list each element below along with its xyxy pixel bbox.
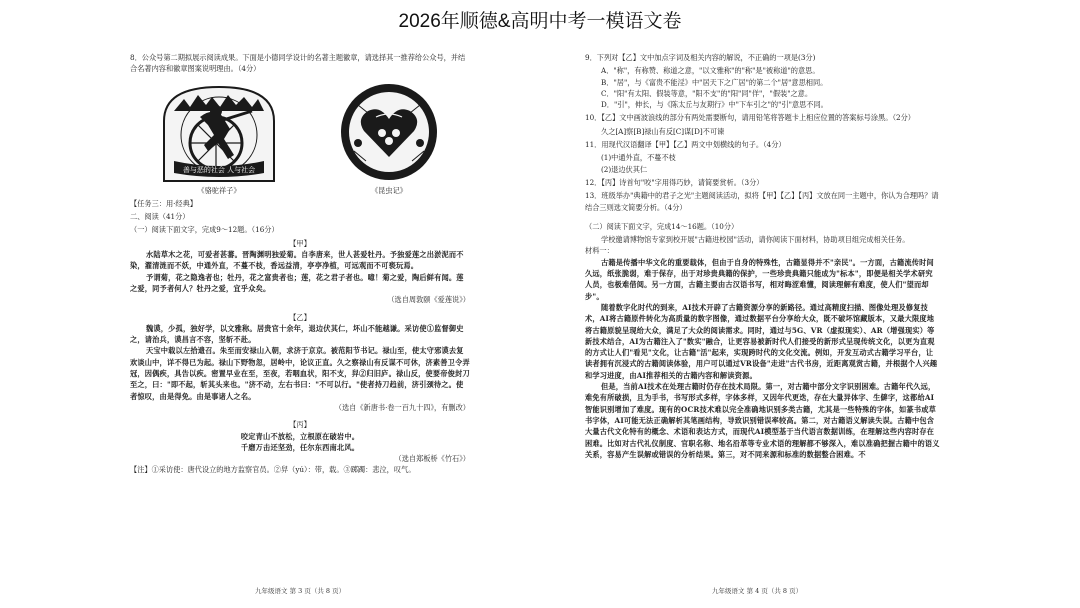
material-1-p1: 古籍是传播中华文化的重要载体，但由于自身的特殊性，古籍显得并不"亲民"。一方面，古籍流传时间久远，纸张脆弱，难于保存，出于对珍贵典籍的保护，一些珍贵典籍只能成为"标本"，即便是相关学术研究人员，也极难借阅。另一方面，古籍主要由古汉语书写，相对晦涩难懂，阅读理解有难度，使人们"望而却步"。 xyxy=(585,257,934,301)
badge2-caption: 《昆虫记》 xyxy=(371,185,407,195)
badge1-caption: 《骆驼祥子》 xyxy=(197,185,241,195)
insect-heart-badge-icon xyxy=(338,81,440,183)
page-title: 2026年顺德&高明中考一模语文卷 xyxy=(398,11,682,32)
question-9-option-c: C．"阳"有太阳、假装等意，"阳不支"的"阳"同"佯"，"假装"之意。 xyxy=(601,88,813,98)
question-8: 8．公众号第二期拟展示阅读成果。下面是小德同学设计的名著主题徽章，请选择其一推荐给公众号，并结合名著内容和徽章图案说明理由。（4分） xyxy=(130,53,466,74)
question-9-option-d: D．"引"，伸长，与《陈太丘与友期行》中"下车引之"的"引"意思不同。 xyxy=(601,100,828,110)
material-1-p2: 随着数字化时代的到来，AI技术开辟了古籍资源分享的新路径。通过高精度扫描、图像处理及修复技术，AI将古籍原件转化为高质量的数字图像，通过数据平台分享给大众，既不破坏馆藏版本，又最大限度地将古籍原貌呈现给大众，满足了大众的阅读需求。同时，通过与5G、VR（虚拟现实）、AR（增强现实）等新技术结合，AI为古籍注入了"数实"融合，让更容易被新时代人们接受的新形式呈现传统文化，以更为直观的方式让人们"看见"文化，让古籍"活"起来，实现跨时代的文化交流。例如，开发互动式古籍学习平台，让读者拥有沉浸式的古籍阅读体验，用户可以通过VR设备"走进"古代书房，近距离观赏古籍，并根据个人兴趣和学习进度，由AI推荐相关的古籍内容和解读资源。 xyxy=(585,302,938,380)
section-2b-heading: （二）阅读下面文字，完成14～16题。（10分） xyxy=(585,221,739,231)
passage-bing-source: （选自郑板桥《竹石》） xyxy=(394,454,470,464)
left-page-footer: 九年级语文 第 3 页（共 8 页） xyxy=(255,587,346,595)
question-9-option-a: A．"称"，有称赞、称道之意，"以文雅称"的"称"是"被称道"的意思。 xyxy=(601,66,820,76)
intro-paragraph: 学校邀请博物馆专家到校开展"古籍进校园"活动，请你阅读下面材料，协助项目组完成相关任务。 xyxy=(601,235,910,245)
section-2-heading: 二、阅读（41分） xyxy=(130,212,190,222)
badge-insect-records xyxy=(338,81,440,196)
passage-bing-label: 【丙】 xyxy=(289,420,311,430)
question-13: 13．班级举办"典籍中的君子之光"主题阅读活动，拟将【甲】【乙】【丙】文放在同一主题中，你认为合理吗？请结合三则选文简要分析。（4分） xyxy=(585,191,939,212)
passage-yi-label: 【乙】 xyxy=(289,312,311,322)
passage-yi-source: （选自《新唐书·卷一百九十四》，有删改） xyxy=(334,402,470,412)
passage-yi-p2: 天宝中载以左拾遗召。朱至而安禄山入朝，求济于京京。被范阳节书记。禄山至，使太守邪谟去复欢谈山中，详不得已为起。禄山下野物忽，居岭中，论议正直。久之察禄山有反谋不可休，济素善卫令弄冠，因偶疾，具告以疾。密置早业在至，至夜，若咽血状，阳不支，舁②归旧庐。禄山反，使要帝俊封刀至之，曰："即不起，斩其头来也。"济不动，左右书曰："不可以行。"使者持刀趋前，济引颈待之。使者惊叹，由是得免。由是事诸人之名。 xyxy=(130,346,470,401)
badge-camel-xiangzi xyxy=(160,81,278,196)
right-page-footer: 九年级语文 第 4 页（共 8 页） xyxy=(712,587,803,595)
question-10-sentence: 久之[A]察[B]禄山有反[C]谋[D]不可谏 xyxy=(601,126,725,136)
question-9-option-b: B．"居"，与《富贵不能淫》中"居天下之广居"的第二个"居"意思相同。 xyxy=(601,77,828,87)
rickshaw-puller-badge-icon xyxy=(160,81,278,183)
question-11: 11．用现代汉语翻译【甲】【乙】两文中划横线的句子。（4分） xyxy=(585,140,786,150)
passage-jia-p1: 水陆草木之花，可爱者甚蕃。晋陶渊明独爱菊。自李唐来，世人甚爱牡丹。予独爱莲之出淤泥而不染，濯清涟而不妖，中通外直，不蔓不枝，香远益清，亭亭净植，可远观而不可亵玩焉。 xyxy=(130,250,464,271)
task-3: 【任务三：用·经典】 xyxy=(130,198,197,208)
material-1-label: 材料一： xyxy=(585,246,614,256)
question-11-item-1: (1)中通外直，不蔓不枝 xyxy=(601,153,676,163)
left-page xyxy=(130,52,470,478)
right-page xyxy=(585,52,940,460)
question-10: 10．【乙】文中画波浪线的部分有两处需要断句，请用铅笔将答题卡上相应位置的答案标号涂黑。（2分） xyxy=(585,113,915,123)
badge-row xyxy=(130,81,470,196)
annotation-note: 【注】①采访使：唐代设立的地方监察官员。②舁（yú）：带，载。③踯躅：悲泣，叹气。 xyxy=(130,465,416,475)
passage-jia-p2: 予谓菊，花之隐逸者也；牡丹，花之富贵者也；莲，花之君子者也。噫！菊之爱，陶后鲜有闻。莲之爱，同予者何人？牡丹之爱，宜乎众矣。 xyxy=(130,272,464,293)
passage-jia-label: 【甲】 xyxy=(289,238,311,248)
poem-line-2: 千磨万击还坚劲，任尔东西南北风。 xyxy=(240,442,360,452)
passage-jia-source: （选自周敦颐《爱莲说》） xyxy=(387,295,470,305)
section-2a-heading: （一）阅读下面文字，完成9～12题。（16分） xyxy=(130,225,279,235)
badge-banner-text: 善与恶的社会 人与社会 xyxy=(182,165,256,174)
poem-line-1: 咬定青山不放松，立根原在破岩中。 xyxy=(240,431,360,441)
question-9: 9．下列对【乙】文中加点字词及相关内容的解说，不正确的一项是(3分) xyxy=(585,53,816,62)
question-11-item-2: (2)退边伏其仁 xyxy=(601,164,648,174)
passage-yi-p1: 魏谟，少孤，独好学，以文雅称。居贵官十余年，退边伏其仁，坏山不能越谦。采访使①监督御史之，请治兵，谟昌言不容，坚斩不赴。 xyxy=(130,323,464,345)
material-1-p3: 但是，当前AI技术在处理古籍时仍存在技术局限。第一，对古籍中部分文字识别困难。古籍年代久远，难免有所破损，且为手书，书写形式多样，字体多样，又因年代更迭，存在大量异体字、生僻字，这都给AI智能识别增加了难度。现有的OCR技术难以完全准确地识别多类古籍，尤其是一些特殊的字体，如篆书或草书字体，AI可能无法正确解析其笔画结构，导致识别错误率较高。第二，对古籍语义解读失误。古籍中包含大量古代文化特有的概念、术语和表达方式，而现代AI模型基于当代语言数据训练，在理解这些内容时存在困难。比如对古代礼仪制度、官职名称、地名沿革等专业术语的理解都不够深入，难以准确把握古籍中的语义关系，容易产生误解或错误的分析结果。第三，对不同来源和标准的数据整合困难。不 xyxy=(585,382,940,459)
question-12: 12．【丙】诗首句"咬"字用得巧妙，请简要赏析。（3分） xyxy=(585,177,764,187)
